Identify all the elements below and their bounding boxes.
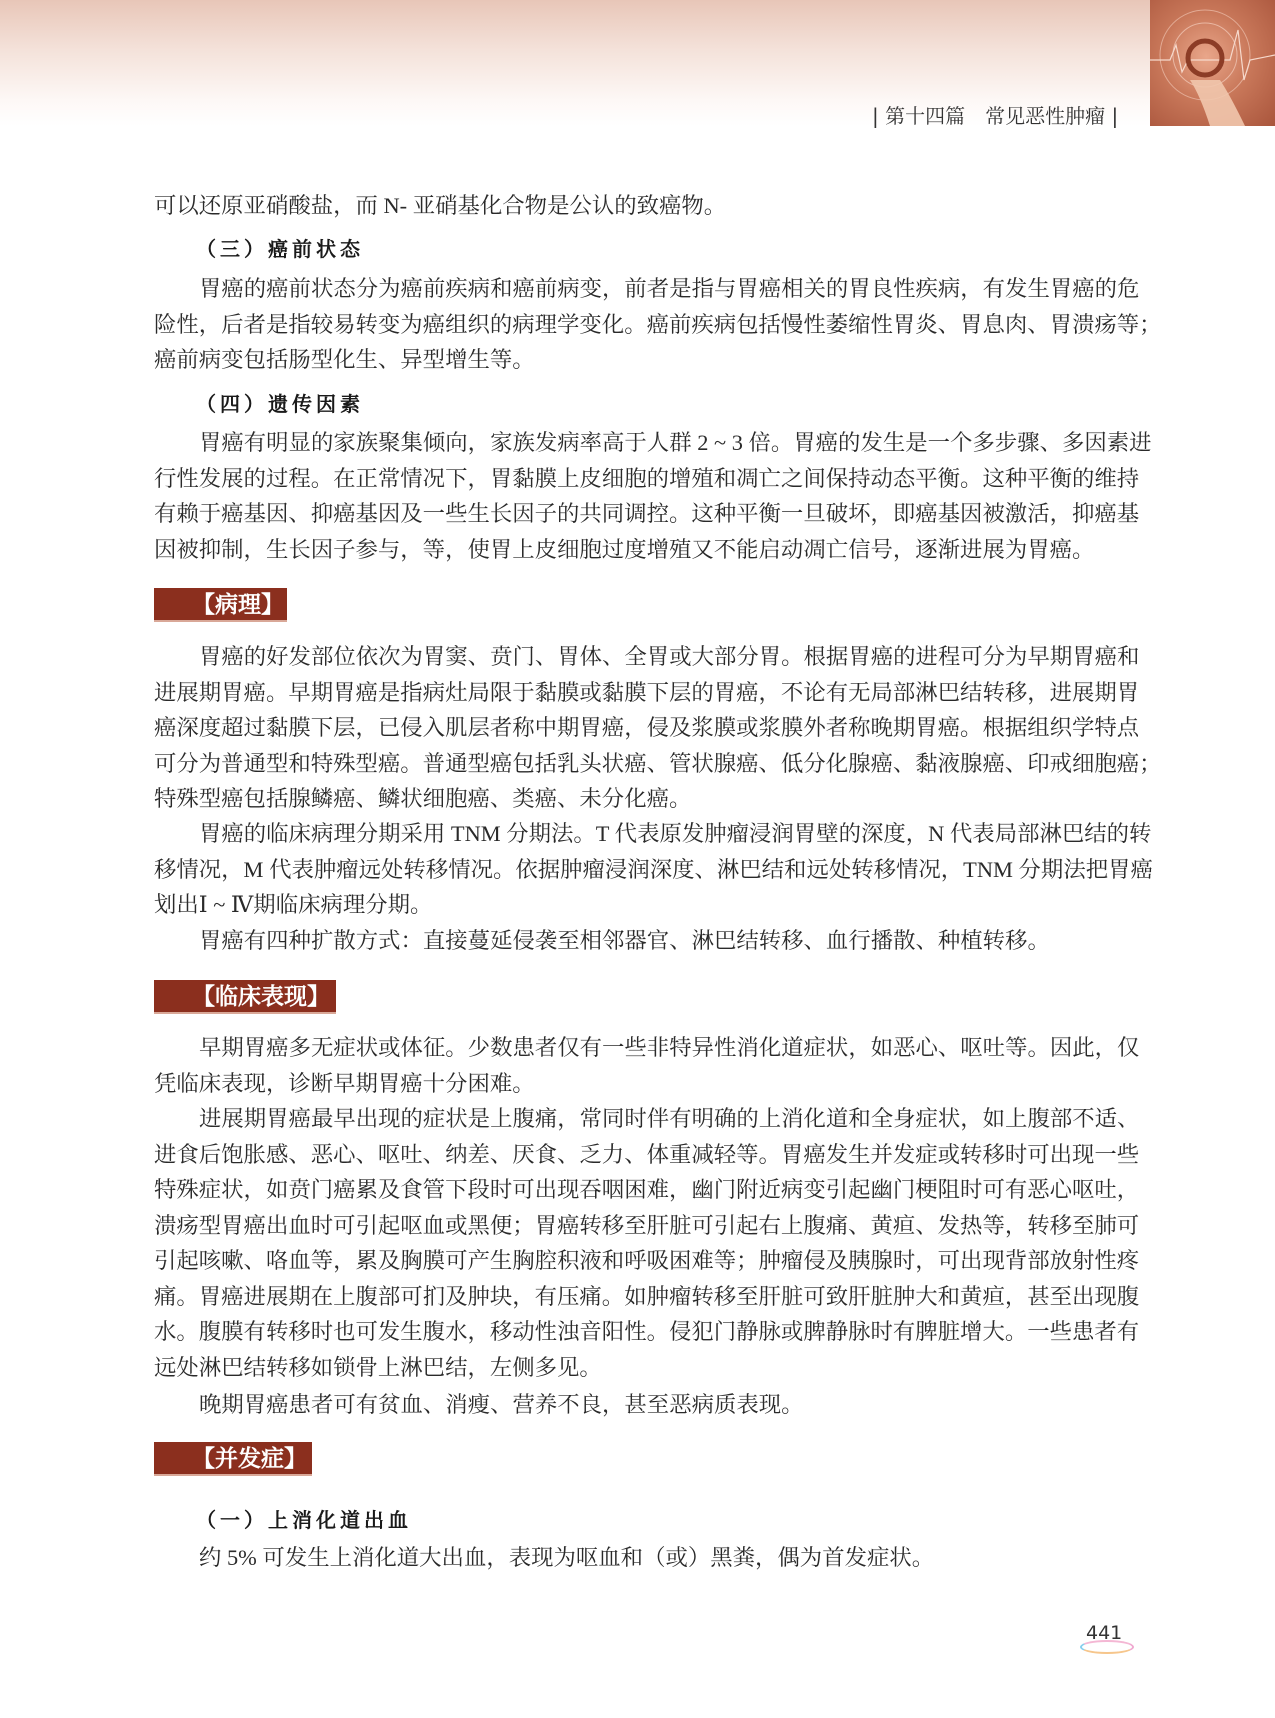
text-line: 晚期胃癌患者可有贫血、消瘦、营养不良，甚至恶病质表现。 <box>199 1392 804 1417</box>
stethoscope-illustration <box>1150 0 1275 126</box>
running-title: | 第十四篇 常见恶性肿瘤 | <box>872 104 1119 128</box>
text-line: 癌深度超过黏膜下层，已侵入肌层者称中期胃癌，侵及浆膜或浆膜外者称晚期胃癌。根据组织学特点 <box>154 715 1140 740</box>
text-line: 引起咳嗽、咯血等，累及胸膜可产生胸腔积液和呼吸困难等；肿瘤侵及胰腺时，可出现背部放射性疼 <box>154 1248 1140 1273</box>
intro-paragraph <box>154 188 1130 224</box>
clinical-paragraph-1 <box>154 1030 1140 1101</box>
section-banner-complications: 【并发症】 <box>154 1442 312 1476</box>
text-line: 特殊症状，如贲门癌累及食管下段时可出现吞咽困难，幽门附近病变引起幽门梗阻时可有恶心呕吐， <box>154 1177 1140 1202</box>
pathology-paragraph-1 <box>154 639 1162 817</box>
text-line: 行性发展的过程。在正常情况下，胃黏膜上皮细胞的增殖和凋亡之间保持动态平衡。这种平衡的维持 <box>154 465 1140 491</box>
text-line: 进食后饱胀感、恶心、呕吐、纳差、厌食、乏力、体重减轻等。胃癌发生并发症或转移时可出现一些 <box>154 1141 1140 1167</box>
subheading-genetic: （四）遗传因素 <box>196 392 364 416</box>
text-line: 远处淋巴结转移如锁骨上淋巴结，左侧多见。 <box>154 1354 602 1380</box>
clinical-paragraph-2 <box>154 1101 1140 1385</box>
text-line: 可分为普通型和特殊型癌。普通型癌包括乳头状癌、管状腺癌、低分化腺癌、黏液腺癌、印戒细胞癌； <box>154 750 1162 776</box>
page-number: 441 <box>1086 1622 1123 1644</box>
text-line: 胃癌的临床病理分期采用 TNM 分期法。T 代表原发肿瘤浸润胃壁的深度，N 代表局部淋巴结的转 <box>199 821 1152 846</box>
text-line: 癌前病变包括肠型化生、异型增生等。 <box>154 347 535 372</box>
pathology-paragraph-3 <box>154 923 1130 959</box>
precancer-paragraph <box>154 271 1162 378</box>
clinical-paragraph-3 <box>154 1387 1130 1423</box>
subheading-gi-bleeding: （一）上消化道出血 <box>196 1508 412 1532</box>
text-line: 进展期胃癌。早期胃癌是指病灶局限于黏膜或黏膜下层的胃癌，不论有无局部淋巴结转移，进展期胃 <box>154 679 1140 705</box>
text-line: 胃癌有四种扩散方式：直接蔓延侵袭至相邻器官、淋巴结转移、血行播散、种植转移。 <box>199 928 1050 953</box>
gi-bleeding-paragraph <box>154 1540 1130 1576</box>
text-line: 水。腹膜有转移时也可发生腹水，移动性浊音阳性。侵犯门静脉或脾静脉时有脾脏增大。一些患者有 <box>154 1319 1140 1344</box>
text-line: 进展期胃癌最早出现的症状是上腹痛，常同时伴有明确的上消化道和全身症状，如上腹部不适、 <box>199 1106 1140 1131</box>
text-line: 移情况，M 代表肿瘤远处转移情况。依据肿瘤浸润深度、淋巴结和远处转移情况，TNM 分期法把胃癌 <box>154 856 1153 882</box>
text-line: 险性，后者是指较易转变为癌组织的病理学变化。癌前疾病包括慢性萎缩性胃炎、胃息肉、胃溃疡等； <box>154 311 1162 337</box>
text-line: 凭临床表现，诊断早期胃癌十分困难。 <box>154 1070 535 1096</box>
text-line: 胃癌的好发部位依次为胃窦、贲门、胃体、全胃或大部分胃。根据胃癌的进程可分为早期胃癌和 <box>199 644 1140 669</box>
text-line: 早期胃癌多无症状或体征。少数患者仅有一些非特异性消化道症状，如恶心、呕吐等。因此，仅 <box>199 1035 1140 1060</box>
text-line: 胃癌有明显的家族聚集倾向，家族发病率高于人群 2 ~ 3 倍。胃癌的发生是一个多步骤、多因素进 <box>199 430 1152 455</box>
text-line: 有赖于癌基因、抑癌基因及一些生长因子的共同调控。这种平衡一旦破坏，即癌基因被激活，抑癌基 <box>154 501 1140 526</box>
subheading-precancer: （三）癌前状态 <box>196 237 364 261</box>
text-line: 特殊型癌包括腺鳞癌、鳞状细胞癌、类癌、未分化癌。 <box>154 786 692 811</box>
section-banner-pathology: 【病理】 <box>154 588 287 622</box>
pathology-paragraph-2 <box>154 816 1153 923</box>
text-line: 因被抑制，生长因子参与，等，使胃上皮细胞过度增殖又不能启动凋亡信号，逐渐进展为胃癌。 <box>154 536 1095 562</box>
page-number-ornament <box>1080 1640 1134 1654</box>
text-line: 约 5% 可发生上消化道大出血，表现为呕血和（或）黑粪，偶为首发症状。 <box>199 1545 935 1570</box>
text-line: 划出Ⅰ ~ Ⅳ期临床病理分期。 <box>154 892 433 917</box>
text-line: 痛。胃癌进展期在上腹部可扪及肿块，有压痛。如肿瘤转移至肝脏可致肝脏肿大和黄疸，甚至出现腹 <box>154 1283 1140 1309</box>
section-banner-clinical: 【临床表现】 <box>154 980 336 1014</box>
text-line: 溃疡型胃癌出血时可引起呕血或黑便；胃癌转移至肝脏可引起右上腹痛、黄疸、发热等，转移至肺可 <box>154 1212 1140 1238</box>
text-line: 胃癌的癌前状态分为癌前疾病和癌前病变，前者是指与胃癌相关的胃良性疾病，有发生胃癌的危 <box>199 276 1140 301</box>
genetic-paragraph <box>154 425 1152 567</box>
text-line: 可以还原亚硝酸盐，而 N- 亚硝基化合物是公认的致癌物。 <box>154 193 727 218</box>
